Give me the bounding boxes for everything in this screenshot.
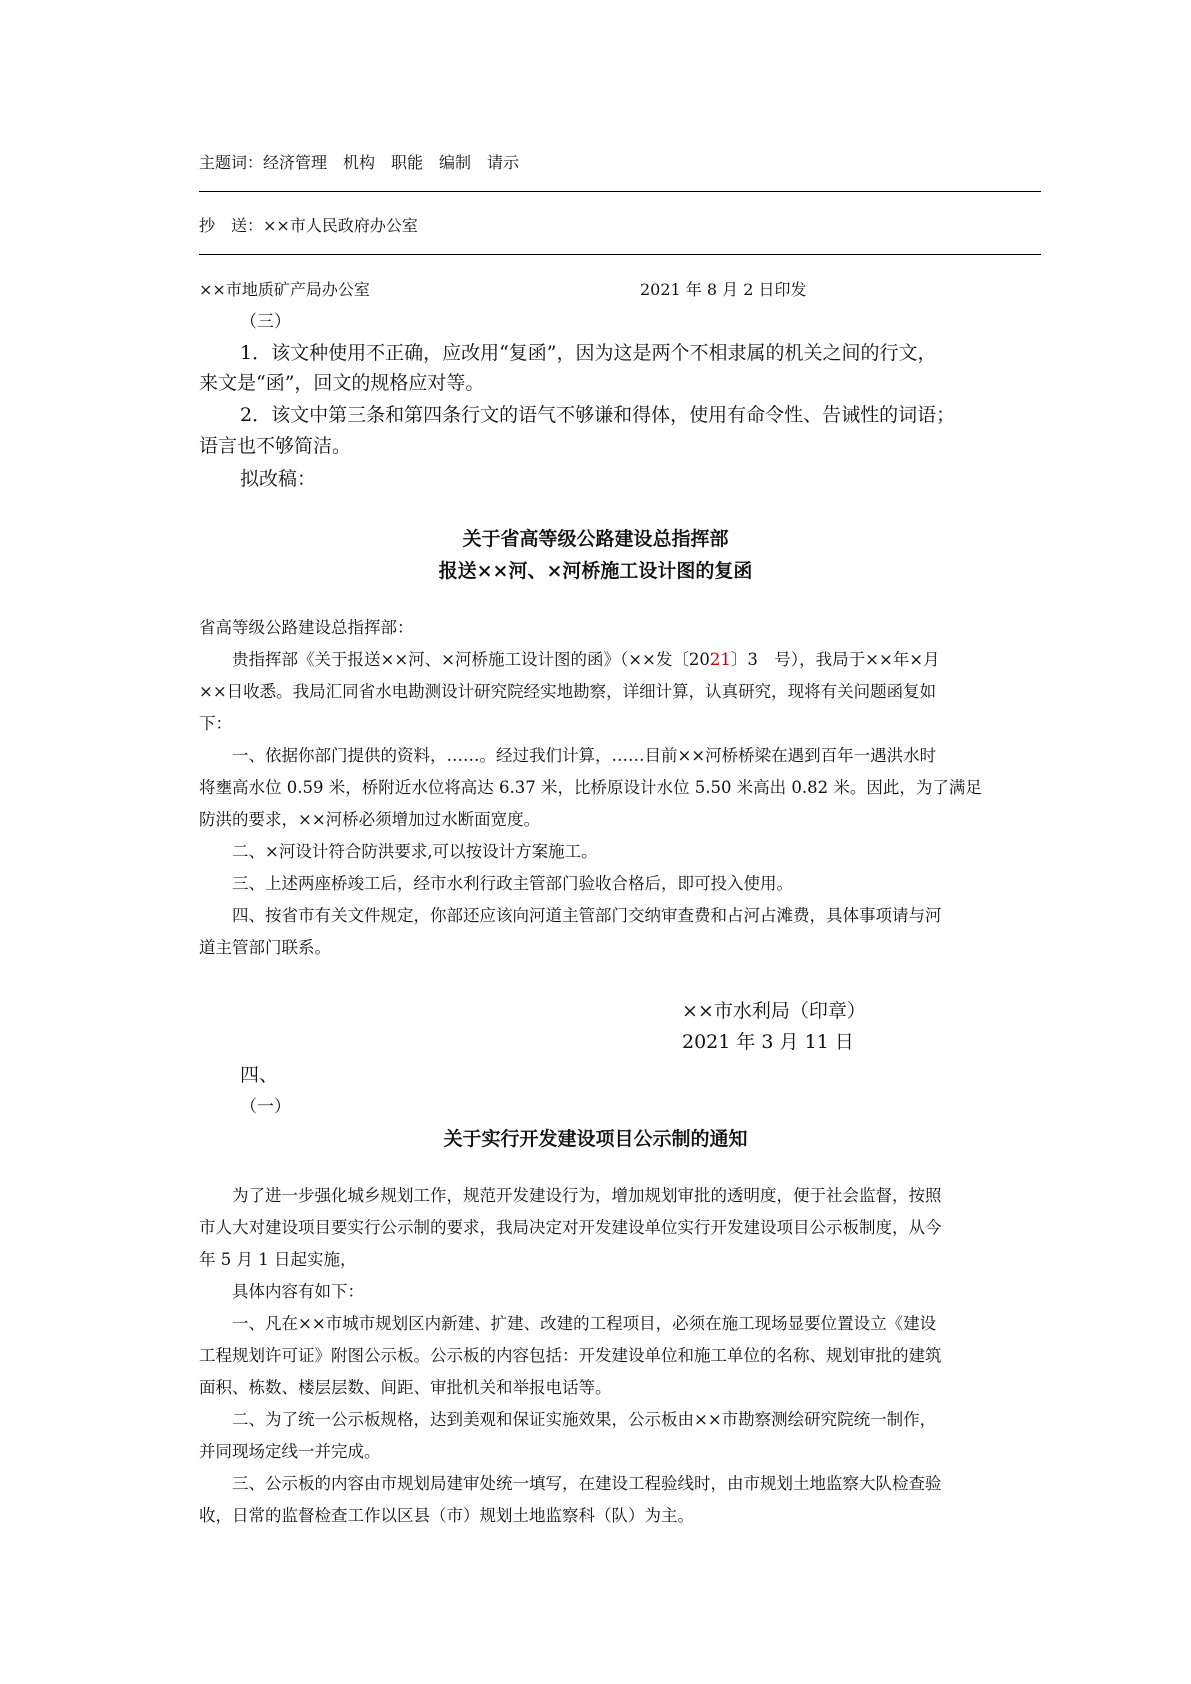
notice-p2: 具体内容有如下： [232, 1282, 364, 1301]
reply-p1-line1: 贵指挥部《关于报送××河、×河桥施工设计图的函》（××发〔2021〕3 号），我局于××年×月 [232, 650, 940, 669]
reply-p2-line3: 防洪的要求，××河桥必须增加过水断面宽度。 [199, 810, 541, 829]
notice-p1-line2: 市人大对建设项目要实行公示制的要求，我局决定对开发建设单位实行开发建设项目公示板制度，从今 [199, 1218, 942, 1237]
issuer: ××市地质矿产局办公室 [199, 280, 370, 299]
cc-line: 抄 送：××市人民政府办公室 [199, 216, 418, 235]
reply-title-line2: 报送××河、×河桥施工设计图的复函 [438, 560, 753, 582]
notice-p5-line1: 三、公示板的内容由市规划局建审处统一填写，在建设工程验线时，由市规划土地监察大队检查验 [232, 1474, 942, 1493]
reply-p2-line1: 一、依据你部门提供的资料，……。经过我们计算，……目前××河桥桥梁在遇到百年一遇洪水时 [232, 746, 937, 765]
reply-p1-line3: 下： [199, 714, 232, 733]
reply-date: 2021 年 3 月 11 日 [682, 1031, 854, 1053]
reply-p3: 二、×河设计符合防洪要求,可以按设计方案施工。 [232, 842, 598, 861]
notice-p1-line3: 年 5 月 1 日起实施， [199, 1250, 357, 1269]
section3-label: （三） [240, 312, 291, 332]
reply-p5-line2: 道主管部门联系。 [199, 938, 331, 957]
draft-label: 拟改稿： [240, 468, 317, 490]
section4-sub-label: （一） [240, 1097, 291, 1117]
notice-p4-line1: 二、为了统一公示板规格，达到美观和保证实施效果，公示板由××市勘察测绘研究院统一制作， [232, 1410, 937, 1429]
reply-title-line1: 关于省高等级公路建设总指挥部 [462, 528, 729, 550]
notice-title: 关于实行开发建设项目公示制的通知 [443, 1128, 748, 1150]
notice-p3-line3: 面积、栋数、楼层层数、间距、审批机关和举报电话等。 [199, 1378, 612, 1397]
section3-p1-line1: 1．该文种使用不正确，应改用“复函”，因为这是两个不相隶属的机关之间的行文， [240, 342, 937, 364]
divider-top [199, 191, 1041, 192]
reply-p1-line2: ××日收悉。我局汇同省水电勘测设计研究院经实地勘察，详细计算，认真研究，现将有关问题函复如 [199, 682, 937, 701]
issue-date: 2021 年 8 月 2 日印发 [640, 280, 807, 299]
reply-red-number: 21 [709, 650, 731, 669]
notice-p5-line2: 收，日常的监督检查工作以区县（市）规划土地监察科（队）为主。 [199, 1506, 694, 1525]
section3-p1-line2: 来文是“函”，回文的规格应对等。 [199, 372, 485, 394]
section3-p2-line2: 语言也不够简洁。 [199, 435, 352, 457]
notice-p3-line2: 工程规划许可证》附图公示板。公示板的内容包括：开发建设单位和施工单位的名称、规划审批的建筑 [199, 1346, 942, 1365]
reply-p4: 三、上述两座桥竣工后，经市水利行政主管部门验收合格后，即可投入使用。 [232, 874, 793, 893]
section3-p2-line1: 2．该文中第三条和第四条行文的语气不够谦和得体，使用有命令性、告诫性的词语； [240, 404, 956, 426]
notice-p1-line1: 为了进一步强化城乡规划工作，规范开发建设行为，增加规划审批的透明度，便于社会监督，按照 [232, 1186, 942, 1205]
section4-label: 四、 [240, 1064, 279, 1086]
reply-salutation: 省高等级公路建设总指挥部： [199, 618, 414, 637]
reply-p5-line1: 四、按省市有关文件规定，你部还应该向河道主管部门交纳审查费和占河占滩费，具体事项请与河 [232, 906, 942, 925]
divider-bottom [199, 254, 1041, 255]
notice-p3-line1: 一、凡在××市城市规划区内新建、扩建、改建的工程项目，必须在施工现场显要位置设立《建设 [232, 1314, 937, 1333]
reply-signer: ××市水利局（印章） [682, 1000, 866, 1022]
notice-p4-line2: 并同现场定线一并完成。 [199, 1442, 381, 1461]
reply-p2-line2: 将壅高水位 0.59 米，桥附近水位将高达 6.37 米，比桥原设计水位 5.50 米高出 0.82 米。因此，为了满足 [199, 778, 982, 797]
subject-words: 主题词：经济管理 机构 职能 编制 请示 [199, 153, 520, 172]
